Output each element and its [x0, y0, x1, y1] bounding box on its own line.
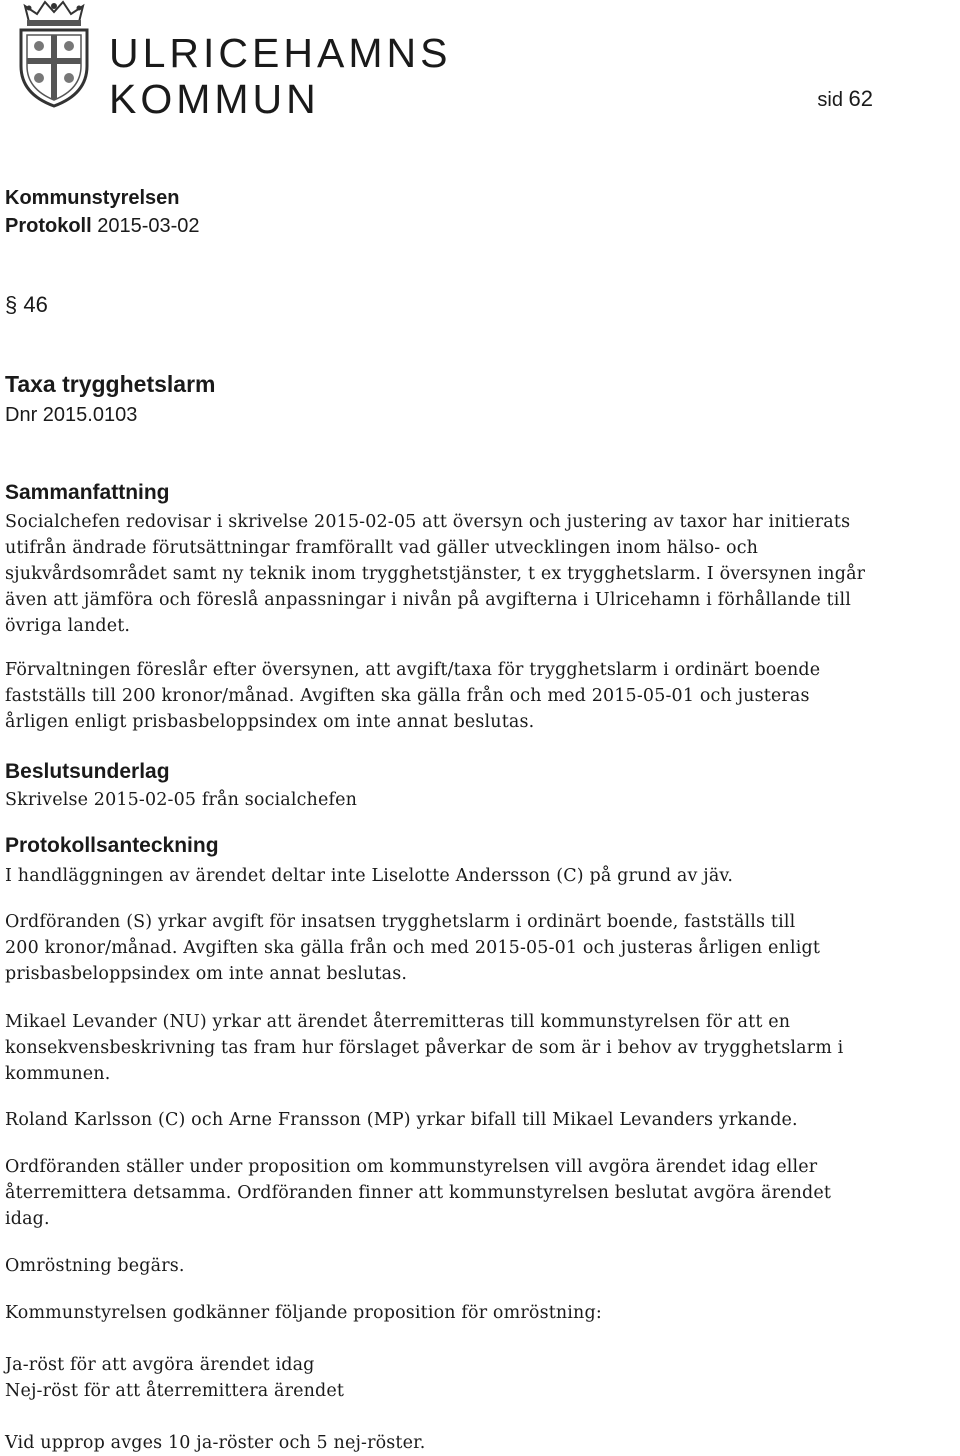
text-line: årligen enligt prisbasbeloppsindex om inte annat beslutas.: [5, 712, 535, 732]
text-line: Roland Karlsson (C) och Arne Fransson (MP) yrkar bifall till Mikael Levanders yrkande.: [5, 1110, 798, 1130]
item-title: Taxa trygghetslarm: [5, 371, 216, 397]
text-line: prisbasbeloppsindex om inte annat beslutas.: [5, 964, 408, 984]
text-line: även att jämföra och föreslå anpassningar i nivån på avgifterna i Ulricehamn i förhållande till: [5, 590, 851, 610]
coat-of-arms-icon: [7, 0, 101, 108]
protocol-line: [5, 215, 200, 238]
text-line: utifrån ändrade förutsättningar framförallt vad gäller utvecklingen inom hälso- och: [5, 538, 759, 558]
summary-paragraph-1: [5, 509, 945, 639]
minutes-paragraph-2: [5, 909, 945, 987]
text-line: Ordföranden ställer under proposition om kommunstyrelsen vill avgöra ärendet idag eller: [5, 1157, 818, 1177]
minutes-paragraph-5: [5, 1154, 945, 1232]
text-line: idag.: [5, 1209, 50, 1229]
dnr: Dnr 2015.0103: [5, 404, 138, 426]
protocol-date: 2015-03-02: [97, 215, 200, 237]
text-line: kommunen.: [5, 1064, 111, 1084]
text-line: Förvaltningen föreslår efter översynen, att avgift/taxa för trygghetslarm i ordinärt boende: [5, 660, 821, 680]
text-line: I handläggningen av ärendet deltar inte Liselotte Andersson (C) på grund av jäv.: [5, 866, 734, 886]
basis-heading: Beslutsunderlag: [5, 760, 170, 783]
text-line: Ja-röst för att avgöra ärendet idag: [5, 1355, 315, 1375]
text-line: sjukvårdsområdet samt ny teknik inom trygghetstjänster, t ex trygghetslarm. I översynen ingår: [5, 564, 866, 584]
text-line: återremittera detsamma. Ordföranden finner att kommunstyrelsen beslutat avgöra ärendet: [5, 1183, 832, 1203]
text-line: Vid upprop avges 10 ja-röster och 5 nej-röster.: [5, 1433, 426, 1453]
minutes-paragraph-9: [5, 1430, 945, 1456]
text-line: 200 kronor/månad. Avgiften ska gälla från och med 2015-05-01 och justeras årligen enligt: [5, 938, 820, 958]
meeting-body: Kommunstyrelsen: [5, 187, 180, 209]
minutes-paragraph-3: [5, 1009, 945, 1087]
basis-text: [5, 787, 945, 813]
logo-wordmark: [109, 30, 451, 122]
municipality-logo: [3, 0, 452, 122]
protocol-label: Protokoll: [5, 215, 92, 237]
text-line: Ordföranden (S) yrkar avgift för insatsen trygghetslarm i ordinärt boende, fastställs till: [5, 912, 796, 932]
minutes-heading: Protokollsanteckning: [5, 834, 219, 857]
text-line: Skrivelse 2015-02-05 från socialchefen: [5, 790, 358, 810]
page-number: [817, 86, 873, 112]
page-number-value: 62: [848, 86, 873, 111]
text-line: Omröstning begärs.: [5, 1256, 185, 1276]
minutes-paragraph-8: [5, 1352, 945, 1404]
text-line: konsekvensbeskrivning tas fram hur förslaget påverkar de som är i behov av trygghetslarm i: [5, 1038, 844, 1058]
section-symbol: §: [5, 292, 18, 317]
section-number: [5, 292, 48, 318]
text-line: övriga landet.: [5, 616, 131, 636]
summary-heading: Sammanfattning: [5, 481, 170, 504]
page-label: sid: [817, 89, 843, 111]
text-line: Mikael Levander (NU) yrkar att ärendet återremitteras till kommunstyrelsen för att en: [5, 1012, 791, 1032]
text-line: Kommunstyrelsen godkänner följande proposition för omröstning:: [5, 1303, 602, 1323]
minutes-paragraph-6: [5, 1253, 945, 1279]
minutes-paragraph-1: [5, 863, 945, 889]
minutes-paragraph-4: [5, 1107, 945, 1133]
minutes-paragraph-7: [5, 1300, 945, 1326]
logo-line-1: ULRICEHAMNS: [109, 30, 452, 76]
logo-line-2: KOMMUN: [109, 76, 320, 122]
text-line: fastställs till 200 kronor/månad. Avgiften ska gälla från och med 2015-05-01 och justeras: [5, 686, 810, 706]
text-line: Nej-röst för att återremittera ärendet: [5, 1381, 345, 1401]
section-number-value: 46: [23, 292, 48, 317]
text-line: Socialchefen redovisar i skrivelse 2015-02-05 att översyn och justering av taxor har initierats: [5, 512, 851, 532]
summary-paragraph-2: [5, 657, 945, 735]
